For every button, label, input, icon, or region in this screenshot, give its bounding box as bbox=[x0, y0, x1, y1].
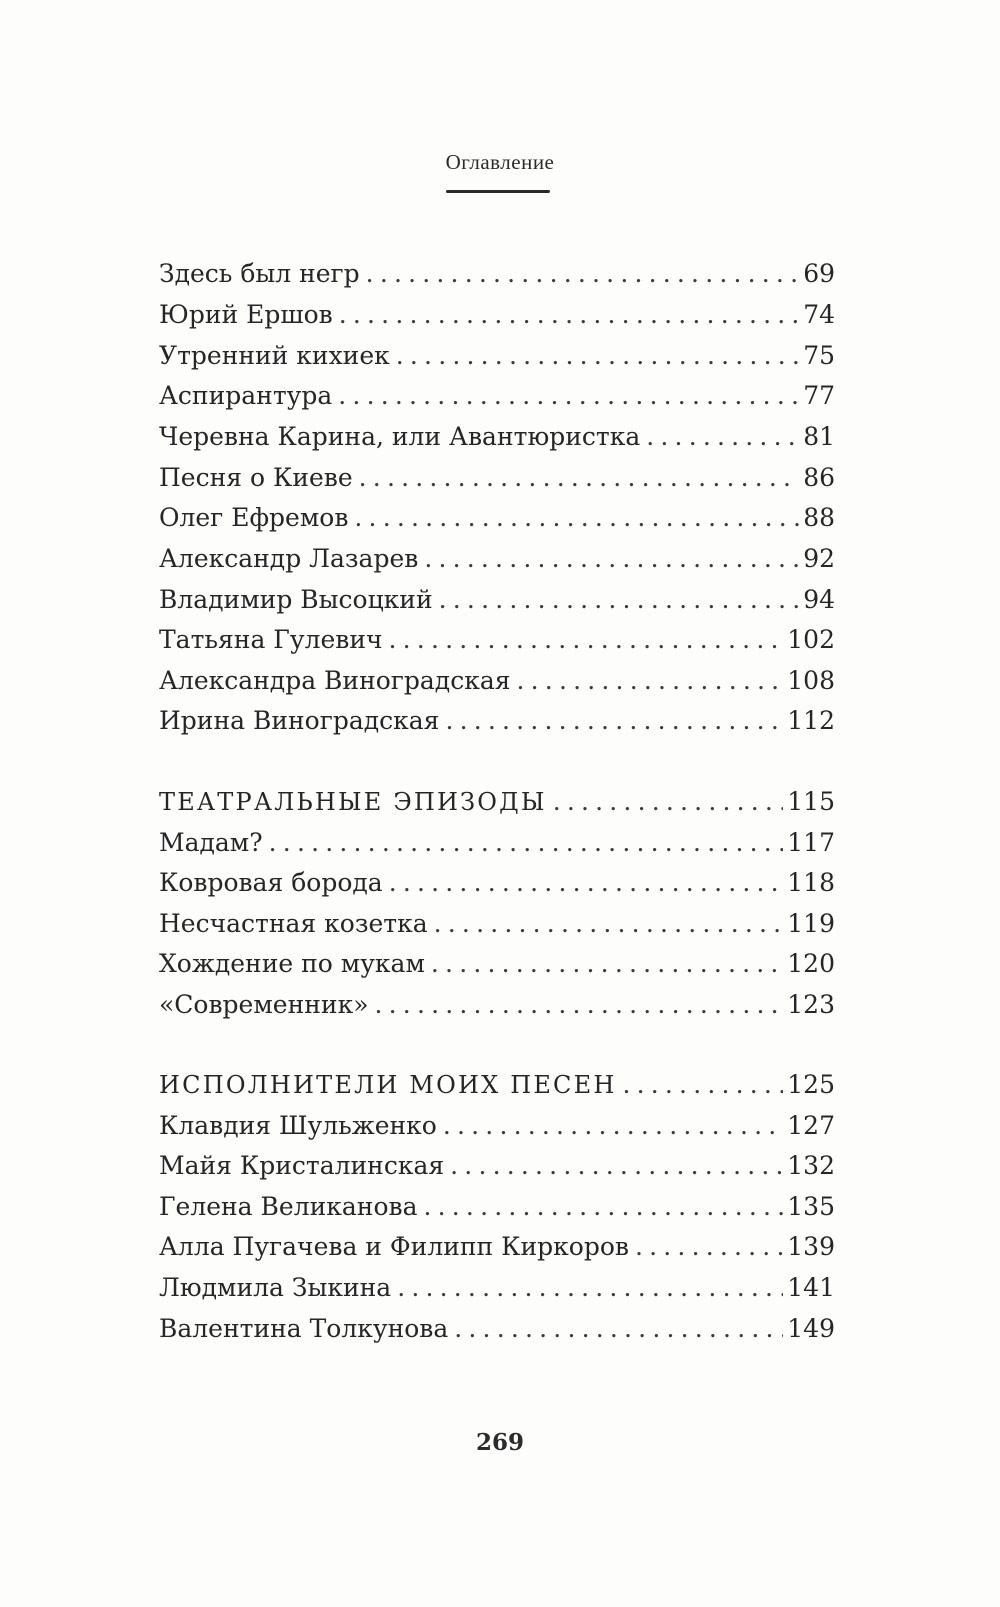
toc-entry bbox=[159, 460, 835, 496]
dot-leader bbox=[366, 256, 800, 292]
toc-entry bbox=[159, 256, 835, 292]
toc-entry-title: Аспирантура bbox=[159, 381, 333, 410]
toc-entry-page: 115 bbox=[787, 787, 835, 816]
toc-entry-title: Здесь был негр bbox=[159, 259, 360, 288]
toc-entry bbox=[159, 338, 835, 374]
dot-leader bbox=[454, 1311, 783, 1347]
dot-leader bbox=[622, 1067, 783, 1103]
toc-entry bbox=[159, 987, 835, 1023]
toc-entry-page: 139 bbox=[787, 1232, 835, 1261]
toc-entry-title: Майя Кристалинская bbox=[159, 1151, 445, 1180]
toc-entry bbox=[159, 582, 835, 618]
toc-entry-page: 81 bbox=[803, 422, 835, 451]
toc-section-heading bbox=[159, 784, 835, 820]
dot-leader bbox=[375, 987, 784, 1023]
toc-entry bbox=[159, 500, 835, 536]
toc-entry-page: 135 bbox=[787, 1192, 835, 1221]
toc-entry-title: Александра Виноградская bbox=[159, 666, 511, 695]
toc-entry-page: 123 bbox=[787, 990, 835, 1019]
toc-entry-title: Людмила Зыкина bbox=[159, 1273, 392, 1302]
dot-leader bbox=[423, 1189, 783, 1225]
toc-entry bbox=[159, 1270, 835, 1306]
toc-entry-title: Юрий Ершов bbox=[159, 300, 333, 329]
toc-entry bbox=[159, 825, 835, 861]
toc-entry-page: 127 bbox=[787, 1111, 835, 1140]
toc-entry-title: Утренний кихиек bbox=[159, 341, 390, 370]
header-rule bbox=[446, 190, 550, 193]
dot-leader bbox=[443, 1108, 783, 1144]
dot-leader bbox=[434, 906, 784, 942]
toc-entry-page: 102 bbox=[787, 625, 835, 654]
dot-leader bbox=[269, 825, 784, 861]
toc-entry bbox=[159, 663, 835, 699]
toc-entry bbox=[159, 297, 835, 333]
toc-entry-page: 117 bbox=[787, 828, 835, 857]
toc-entry-title: Несчастная козетка bbox=[159, 909, 428, 938]
toc-section-title: ИСПОЛНИТЕЛИ МОИХ ПЕСЕН bbox=[159, 1071, 617, 1099]
toc-entry bbox=[159, 703, 835, 739]
toc-entry-title: Валентина Толкунова bbox=[159, 1314, 449, 1343]
toc-entry-title: Мадам? bbox=[159, 828, 263, 857]
dot-leader bbox=[635, 1229, 783, 1265]
toc-entry bbox=[159, 419, 835, 455]
dot-leader bbox=[445, 703, 783, 739]
dot-leader bbox=[359, 460, 800, 496]
toc-entry-page: 125 bbox=[787, 1070, 835, 1099]
toc-entry-title: Олег Ефремов bbox=[159, 503, 349, 532]
dot-leader bbox=[431, 946, 783, 982]
toc-entry bbox=[159, 1229, 835, 1265]
page-number: 269 bbox=[475, 1429, 524, 1456]
toc-entry-page: 69 bbox=[803, 259, 835, 288]
toc-entry-page: 119 bbox=[787, 909, 835, 938]
dot-leader bbox=[439, 582, 800, 618]
toc-entry bbox=[159, 541, 835, 577]
toc-section-heading bbox=[159, 1067, 835, 1103]
dot-leader bbox=[338, 378, 799, 414]
toc-entry-page: 86 bbox=[803, 463, 835, 492]
toc-entry-title: Песня о Киеве bbox=[159, 463, 353, 492]
toc-entry-page: 149 bbox=[787, 1314, 835, 1343]
dot-leader bbox=[389, 622, 784, 658]
toc-entry-page: 132 bbox=[787, 1151, 835, 1180]
toc-entry-page: 118 bbox=[787, 868, 835, 897]
toc-entry-page: 120 bbox=[787, 949, 835, 978]
dot-leader bbox=[396, 338, 799, 374]
toc-entry bbox=[159, 1148, 835, 1184]
toc-entry-title: Хождение по мукам bbox=[159, 949, 425, 978]
toc-entry-title: Черевна Карина, или Авантюристка bbox=[159, 422, 641, 451]
toc-entry-page: 77 bbox=[803, 381, 835, 410]
toc-entry-page: 94 bbox=[803, 585, 835, 614]
dot-leader bbox=[646, 419, 799, 455]
dot-leader bbox=[424, 541, 799, 577]
toc-entry bbox=[159, 1311, 835, 1347]
toc-entry-page: 141 bbox=[787, 1273, 835, 1302]
toc-entry bbox=[159, 378, 835, 414]
toc-entry-page: 74 bbox=[803, 300, 835, 329]
dot-leader bbox=[553, 784, 784, 820]
toc-entry-title: Гелена Великанова bbox=[159, 1192, 418, 1221]
dot-leader bbox=[397, 1270, 783, 1306]
toc-entry-title: Алла Пугачева и Филипп Киркоров bbox=[159, 1232, 629, 1261]
toc-entry-title: «Современник» bbox=[159, 990, 369, 1019]
toc-entry bbox=[159, 946, 835, 982]
toc-entry-title: Ирина Виноградская bbox=[159, 706, 440, 735]
dot-leader bbox=[517, 663, 784, 699]
toc-entry bbox=[159, 1189, 835, 1225]
dot-leader bbox=[339, 297, 799, 333]
toc-entry bbox=[159, 906, 835, 942]
toc-entry-title: Клавдия Шульженко bbox=[159, 1111, 437, 1140]
dot-leader bbox=[389, 865, 784, 901]
toc-entry-page: 75 bbox=[803, 341, 835, 370]
toc-entry bbox=[159, 1108, 835, 1144]
toc-entry bbox=[159, 865, 835, 901]
toc-entry-title: Ковровая борода bbox=[159, 868, 383, 897]
running-header: Оглавление bbox=[445, 150, 555, 174]
dot-leader bbox=[354, 500, 799, 536]
toc-section-title: ТЕАТРАЛЬНЫЕ ЭПИЗОДЫ bbox=[159, 788, 547, 816]
toc-entry-page: 112 bbox=[787, 706, 835, 735]
toc-entry-title: Александр Лазарев bbox=[159, 544, 419, 573]
toc-entry-title: Татьяна Гулевич bbox=[159, 625, 383, 654]
toc-entry-page: 88 bbox=[803, 503, 835, 532]
toc-entry-page: 108 bbox=[787, 666, 835, 695]
dot-leader bbox=[450, 1148, 783, 1184]
toc-entry bbox=[159, 622, 835, 658]
toc-entry-title: Владимир Высоцкий bbox=[159, 585, 433, 614]
toc-entry-page: 92 bbox=[803, 544, 835, 573]
